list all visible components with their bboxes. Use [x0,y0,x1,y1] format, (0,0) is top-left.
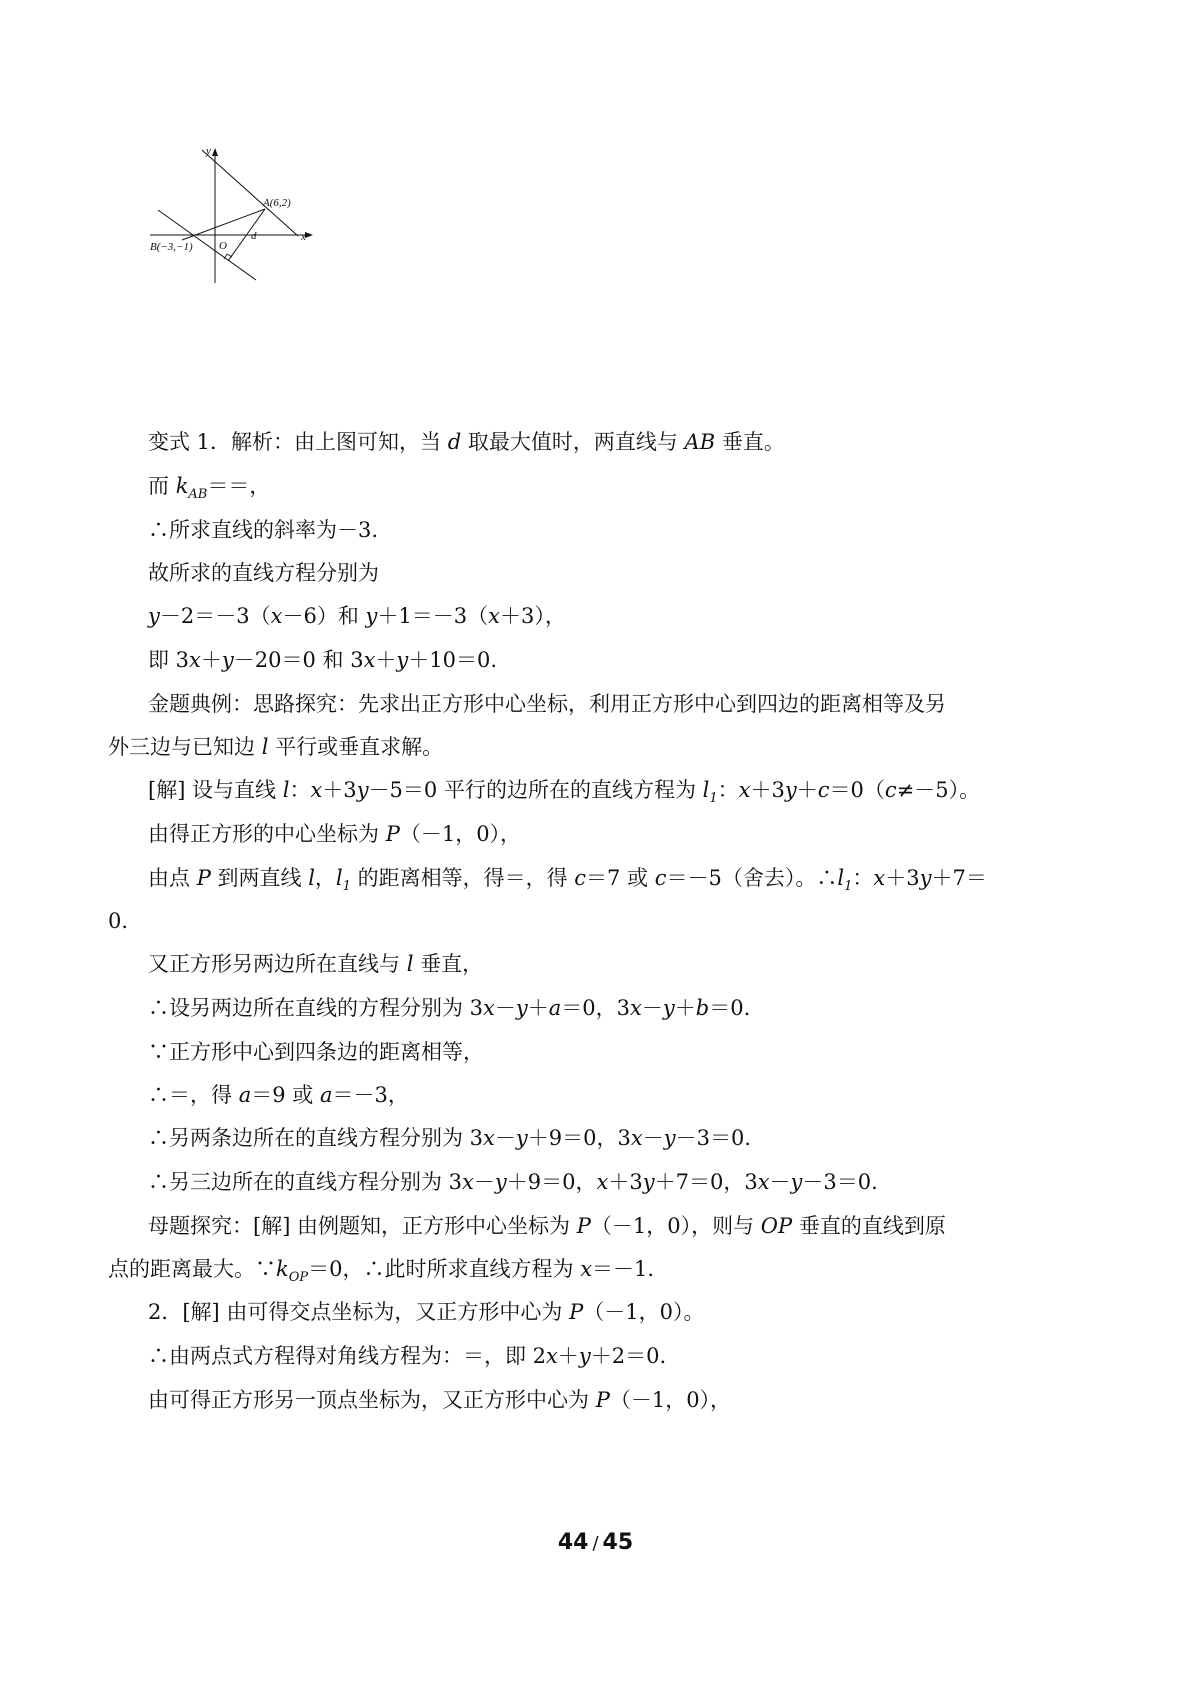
math-variable: x [310,778,323,802]
current-page: 44 [557,1530,589,1555]
text-run: 点的距离最大。∵ [108,1257,276,1281]
math-variable: x [546,1344,558,1368]
math-variable: y [494,1170,507,1194]
distance-label: d [251,230,257,242]
math-variable: x [483,996,495,1020]
math-variable: l [308,866,315,890]
text-run: ＋ [796,778,818,802]
text-run: ∴由两点式方程得对角线方程为：＝，即 2 [148,1344,547,1368]
text-run: 由可得正方形另一顶点坐标为，又正方形中心为 [148,1388,596,1412]
text-line [148,820,521,848]
math-variable: x [630,1126,643,1150]
origin-label: O [219,240,227,252]
text-run: ∴另两条边所在的直线方程分别为 3 [148,1126,484,1150]
text-run: ＋ [375,648,397,672]
text-run: 又正方形另两边所在直线与 [148,952,407,976]
math-variable: x [363,648,376,672]
math-variable: y [642,1170,655,1194]
text-run: 垂直的直线到原 [792,1214,946,1238]
math-variable: x [630,996,642,1020]
math-variable: y [515,996,528,1020]
line-through-a [202,150,298,236]
math-variable: a [238,1083,252,1107]
math-variable: l [406,952,414,976]
math-variable: c [574,866,587,890]
math-variable: x [596,1170,609,1194]
text-line [148,1038,484,1066]
math-variable: x [757,1170,770,1194]
text-run: ， [314,866,336,890]
page-number [0,1530,1191,1555]
text-run: ＋3 [885,866,920,890]
text-line [108,733,443,761]
math-subscript: 1 [342,879,351,894]
text-line [148,1342,666,1370]
math-variable: y [515,1126,528,1150]
math-variable: x [462,1170,474,1194]
text-run: －3＝0. [675,1126,751,1150]
x-axis-arrow [305,232,313,238]
math-variable: x [189,648,201,672]
text-run: ＋3 [608,1170,643,1194]
text-run: ∵正方形中心到四条边的距离相等， [148,1040,484,1064]
text-run: ∴设另两边所在直线的方程分别为 3 [148,996,484,1020]
math-variable: l [282,778,290,802]
text-line [148,1386,731,1414]
text-run: 由点 [148,866,197,890]
math-subscript: 1 [844,879,853,894]
point-b-label: B(−3,−1) [150,241,193,253]
text-run: 垂直。 [715,430,785,454]
text-run: ∴＝，得 [148,1083,239,1107]
math-variable: y [663,1126,676,1150]
text-run: － [642,1126,664,1150]
text-run: －3＝0. [802,1170,878,1194]
math-variable: x [580,1257,593,1281]
y-axis-arrow [212,148,218,156]
text-run: － [769,1170,791,1194]
text-run: （－1，0）， [609,1388,732,1412]
text-run: 0. [108,909,129,933]
text-run: （－1，0）， [399,822,522,846]
math-variable: l [335,866,343,890]
text-line [148,646,497,674]
text-run: ≠－5）。 [896,778,981,802]
math-variable: l [837,866,845,890]
text-run: 的距离相等，得＝，得 [350,866,575,890]
text-run: 平行或垂直求解。 [268,735,444,759]
text-run: ＝0. [709,996,751,1020]
text-run: ： [852,866,874,890]
text-run: ＋2＝0. [590,1344,667,1368]
text-run: 母题探究：[解] 由例题知，正方形中心坐标为 [148,1214,577,1238]
math-variable: y [148,604,160,628]
text-run: 外三边与已知边 [108,735,262,759]
text-run: － [641,996,663,1020]
math-variable: l [261,735,269,759]
total-pages: 45 [602,1530,634,1555]
math-variable: l [702,778,710,802]
math-variable: c [884,778,897,802]
text-run: ＝－3， [332,1083,409,1107]
text-run: ＝7 或 [586,866,655,890]
math-subscript: 1 [709,791,718,806]
text-line [148,994,750,1022]
math-variable: y [919,866,932,890]
math-variable: P [576,1214,591,1238]
text-line [148,1081,409,1109]
math-variable: a [319,1083,333,1107]
text-line [148,776,980,804]
text-run: 故所求的直线方程分别为 [148,561,379,585]
text-run: － [473,1170,495,1194]
math-variable: P [196,866,211,890]
text-line [148,516,378,544]
text-run: ＋ [527,996,549,1020]
math-variable: y [662,996,675,1020]
math-variable: P [569,1300,584,1324]
text-line [148,864,987,892]
text-line [148,428,785,456]
text-run: [解] 设与直线 [148,778,283,802]
text-run: ＝0，3 [561,996,631,1020]
text-run: （－1，0），则与 [590,1214,761,1238]
point-a-label: A(6,2) [263,197,291,209]
text-run: 而 [148,474,176,498]
text-run: ＋3 [322,778,357,802]
text-run: －6）和 [282,604,366,628]
text-run: ＋1＝－3（ [377,604,489,628]
text-run: ： [289,778,311,802]
text-line [148,690,946,718]
math-variable: x [270,604,283,628]
math-variable: y [221,648,234,672]
text-line [148,1124,751,1152]
math-variable: x [488,604,500,628]
text-run: ＋ [674,996,696,1020]
text-line [148,1298,704,1326]
page-separator: / [592,1533,599,1554]
text-run: ＝＝， [207,474,271,498]
text-run: ＝－5（舍去）。∴ [666,866,838,890]
text-run: ＋7＝ [931,866,987,890]
text-line [148,472,270,500]
math-variable: x [873,866,886,890]
math-variable: y [578,1344,591,1368]
coordinate-figure [150,145,320,288]
text-run: ＝0，∴此时所求直线方程为 [308,1257,581,1281]
math-variable: k [276,1257,289,1281]
text-run: －2＝－3（ [159,604,271,628]
math-variable: b [695,996,710,1020]
text-run: ＋3）， [499,604,566,628]
math-variable: c [817,778,830,802]
text-run: ＋3 [750,778,785,802]
math-variable: d [447,430,462,454]
text-run: ＋9＝0， [506,1170,597,1194]
text-line [148,1168,878,1196]
text-run: －5＝0 平行的边所在的直线方程为 [368,778,703,802]
text-run: － [494,1126,516,1150]
text-line [148,950,483,978]
text-run: 即 3 [148,648,190,672]
text-run: 取最大值时，两直线与 [461,430,685,454]
figure-svg [150,145,320,288]
math-variable: y [790,1170,803,1194]
math-variable: OP [760,1214,793,1238]
text-run: ∴另三边所在的直线方程分别为 3 [148,1170,463,1194]
text-run: ∴所求直线的斜率为－3. [148,518,379,542]
text-run: ： [717,778,739,802]
text-run: 由得正方形的中心坐标为 [148,822,386,846]
math-subscript: AB [188,487,208,502]
text-line [148,602,566,630]
math-variable: P [595,1388,610,1412]
y-axis-label: y [206,145,211,157]
math-variable: x [738,778,751,802]
text-run: （－1，0）。 [583,1300,705,1324]
math-variable: x [483,1126,495,1150]
text-run: －20＝0 和 3 [233,648,364,672]
math-variable: k [175,474,189,498]
text-line [148,559,379,587]
text-run: 金题典例：思路探究：先求出正方形中心坐标，利用正方形中心到四边的距离相等及另 [148,692,946,716]
text-run: ＝9 或 [251,1083,320,1107]
text-run: － [494,996,516,1020]
x-axis-label: x [301,231,306,243]
math-subscript: OP [288,1270,309,1285]
math-variable: AB [684,430,716,454]
math-variable: a [548,996,562,1020]
text-run: 变式 1．解析：由上图可知，当 [148,430,448,454]
text-run: ＋10＝0. [408,648,498,672]
text-line [108,1255,654,1283]
math-variable: y [356,778,369,802]
text-line [148,1212,946,1240]
text-run: ＋9＝0，3 [527,1126,631,1150]
text-run: 2．[解] 由可得交点坐标为，又正方形中心为 [148,1300,570,1324]
text-run: ＋7＝0，3 [654,1170,758,1194]
math-variable: y [784,778,797,802]
text-line [108,907,128,935]
math-variable: c [654,866,667,890]
text-run: ＝－1. [592,1257,655,1281]
text-run: ＋ [200,648,222,672]
text-run: 垂直， [413,952,484,976]
text-run: 到两直线 [210,866,309,890]
math-variable: y [396,648,409,672]
text-run: ＋ [557,1344,579,1368]
math-variable: y [365,604,378,628]
text-run: ＝0（ [829,778,885,802]
math-variable: P [385,822,400,846]
